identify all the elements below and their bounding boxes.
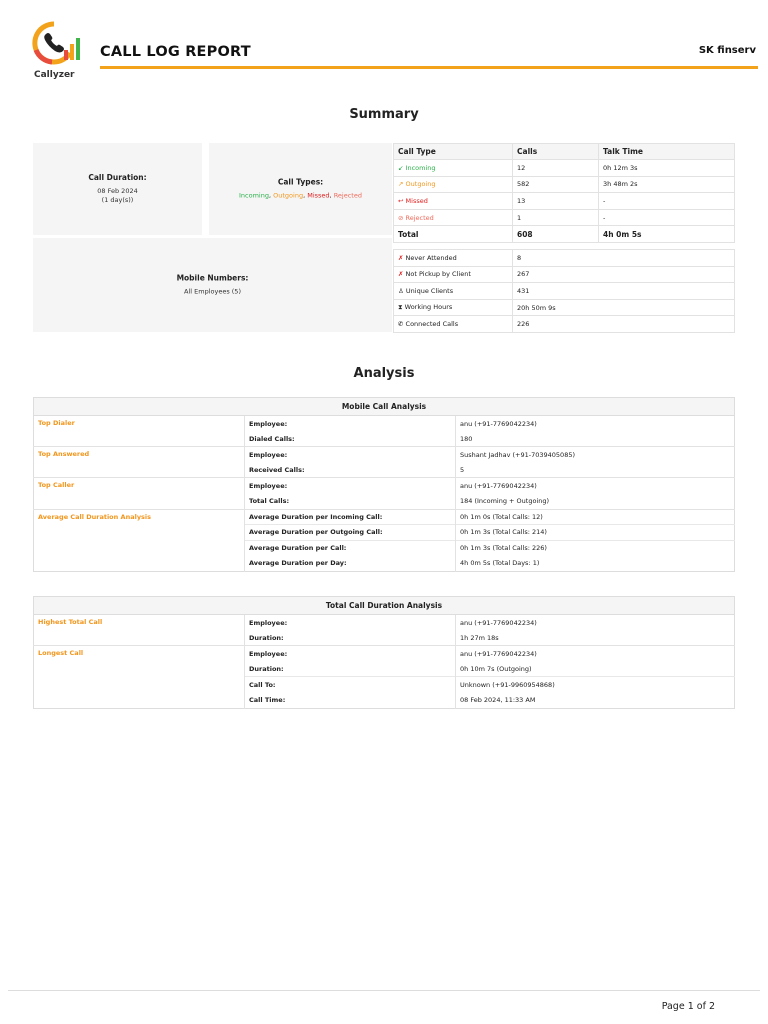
top-caller-val2: 184 (Incoming + Outgoing) [456, 493, 735, 509]
col-call-type: Call Type [394, 144, 513, 160]
logo-text: Callyzer [34, 70, 75, 80]
page-number: Page 1 of 2 [661, 1001, 715, 1012]
hourglass-icon: ⧗ [398, 303, 403, 312]
mobile-numbers-value: All Employees (5) [184, 287, 241, 296]
col-talk-time: Talk Time [599, 144, 735, 160]
table-row [394, 250, 735, 267]
row-label: Incoming [405, 163, 436, 172]
table-row [34, 478, 735, 494]
call-types-label: Call Types: [277, 177, 324, 187]
table-row [34, 509, 735, 525]
summary-title: Summary [349, 107, 419, 122]
stat-never-attended-value: 8 [513, 250, 735, 267]
top-caller-val1: anu (+91-7769042234) [456, 478, 735, 494]
stat-unique-clients [394, 283, 513, 300]
table-row [34, 447, 735, 463]
avg-incoming-val: 0h 1m 0s (Total Calls: 12) [456, 509, 735, 525]
row-incoming-type [394, 160, 513, 177]
call-types-box [209, 143, 392, 235]
call-duration-label: Call Duration: [88, 173, 147, 183]
type-missed: Missed [307, 191, 330, 200]
stat-label: Not Pickup by Client [405, 270, 471, 279]
total-talk: 4h 0m 5s [599, 226, 735, 243]
highest-val1: anu (+91-7769042234) [456, 615, 735, 631]
never-attended-icon: ✗ [398, 253, 404, 262]
table-row [394, 299, 735, 316]
total-call-duration-table [33, 596, 735, 709]
stats-table [393, 249, 735, 333]
report-title: CALL LOG REPORT [100, 44, 251, 60]
missed-call-icon: ↩ [398, 196, 404, 205]
top-dialer-label: Top Dialer [34, 416, 245, 447]
highest-key2: Duration: [245, 630, 456, 646]
row-incoming-calls: 12 [513, 160, 599, 177]
row-missed-type [394, 193, 513, 210]
incoming-call-icon: ↙ [398, 163, 404, 172]
call-types-list: Incoming, Outgoing, Missed, Rejected [239, 191, 362, 200]
longest-key3: Call To: [245, 677, 456, 693]
avg-duration-label: Average Call Duration Analysis [34, 509, 245, 571]
stat-connected-calls-value: 226 [513, 316, 735, 333]
table-row [34, 416, 735, 432]
avg-outgoing-val: 0h 1m 3s (Total Calls: 214) [456, 525, 735, 541]
top-answered-label: Top Answered [34, 447, 245, 478]
mobile-numbers-box [33, 238, 392, 332]
row-outgoing-talk: 3h 48m 2s [599, 176, 735, 193]
top-caller-key2: Total Calls: [245, 493, 456, 509]
top-dialer-val1: anu (+91-7769042234) [456, 416, 735, 432]
row-missed-calls: 13 [513, 193, 599, 210]
col-calls: Calls [513, 144, 599, 160]
row-outgoing-calls: 582 [513, 176, 599, 193]
top-answered-key2: Received Calls: [245, 462, 456, 478]
call-type-table [393, 143, 735, 243]
longest-val3: Unknown (+91-9960954868) [456, 677, 735, 693]
row-rejected-type [394, 209, 513, 226]
total-row [394, 226, 735, 243]
table-row [34, 646, 735, 662]
stat-label: Never Attended [405, 253, 457, 262]
row-rejected-talk: - [599, 209, 735, 226]
footer-divider [8, 990, 760, 991]
table-row [394, 160, 735, 177]
stat-unique-clients-value: 431 [513, 283, 735, 300]
total-calls: 608 [513, 226, 599, 243]
stat-not-pickup [394, 266, 513, 283]
longest-key1: Employee: [245, 646, 456, 662]
header-divider [100, 66, 758, 69]
avg-call-val: 0h 1m 3s (Total Calls: 226) [456, 540, 735, 556]
stat-label: Unique Clients [405, 286, 454, 295]
table-row [394, 283, 735, 300]
avg-day-key: Average Duration per Day: [245, 556, 456, 572]
row-incoming-talk: 0h 12m 3s [599, 160, 735, 177]
stat-working-hours [394, 299, 513, 316]
highest-call-label: Highest Total Call [34, 615, 245, 646]
longest-val2: 0h 10m 7s (Outgoing) [456, 661, 735, 677]
analysis-title: Analysis [353, 366, 415, 381]
stat-not-pickup-value: 267 [513, 266, 735, 283]
top-answered-val1: Sushant Jadhav (+91-7039405085) [456, 447, 735, 463]
top-caller-label: Top Caller [34, 478, 245, 509]
call-duration-date: 08 Feb 2024 [97, 186, 138, 195]
longest-key2: Duration: [245, 661, 456, 677]
rejected-call-icon: ⊘ [398, 213, 404, 222]
avg-outgoing-key: Average Duration per Outgoing Call: [245, 525, 456, 541]
longest-val4: 08 Feb 2024, 11:33 AM [456, 692, 735, 708]
highest-val2: 1h 27m 18s [456, 630, 735, 646]
mobile-analysis-heading: Mobile Call Analysis [34, 398, 735, 416]
top-dialer-val2: 180 [456, 431, 735, 447]
top-answered-key1: Employee: [245, 447, 456, 463]
table-row [394, 316, 735, 333]
avg-call-key: Average Duration per Call: [245, 540, 456, 556]
row-label: Outgoing [405, 180, 436, 189]
avg-incoming-key: Average Duration per Incoming Call: [245, 509, 456, 525]
top-caller-key1: Employee: [245, 478, 456, 494]
avg-day-val: 4h 0m 5s (Total Days: 1) [456, 556, 735, 572]
row-rejected-calls: 1 [513, 209, 599, 226]
phone-icon: ✆ [398, 320, 404, 329]
longest-call-label: Longest Call [34, 646, 245, 708]
table-row [394, 209, 735, 226]
stat-label: Connected Calls [405, 320, 459, 329]
callyzer-logo [30, 20, 80, 66]
top-answered-val2: 5 [456, 462, 735, 478]
row-outgoing-type [394, 176, 513, 193]
table-row [394, 176, 735, 193]
row-label: Rejected [405, 213, 434, 222]
table-header-row [394, 144, 735, 160]
stat-connected-calls [394, 316, 513, 333]
row-label: Missed [405, 196, 428, 205]
top-dialer-key2: Dialed Calls: [245, 431, 456, 447]
user-icon: ♙ [398, 286, 404, 295]
outgoing-call-icon: ↗ [398, 180, 404, 189]
highest-key1: Employee: [245, 615, 456, 631]
longest-val1: anu (+91-7769042234) [456, 646, 735, 662]
type-incoming: Incoming [239, 191, 269, 200]
type-outgoing: Outgoing [273, 191, 304, 200]
table-row [34, 615, 735, 631]
stat-working-hours-value: 20h 50m 9s [513, 299, 735, 316]
table-row [394, 266, 735, 283]
duration-analysis-heading: Total Call Duration Analysis [34, 597, 735, 615]
stat-label: Working Hours [404, 303, 453, 312]
call-duration-box [33, 143, 202, 235]
type-rejected: Rejected [333, 191, 362, 200]
not-pickup-icon: ✗ [398, 270, 404, 279]
top-dialer-key1: Employee: [245, 416, 456, 432]
table-row [394, 193, 735, 210]
row-missed-talk: - [599, 193, 735, 210]
total-label: Total [394, 226, 513, 243]
call-duration-days: (1 day(s)) [101, 195, 134, 204]
mobile-numbers-label: Mobile Numbers: [176, 273, 249, 283]
mobile-call-analysis-table [33, 397, 735, 572]
company-name: SK finserv [698, 45, 756, 56]
longest-key4: Call Time: [245, 692, 456, 708]
stat-never-attended [394, 250, 513, 267]
